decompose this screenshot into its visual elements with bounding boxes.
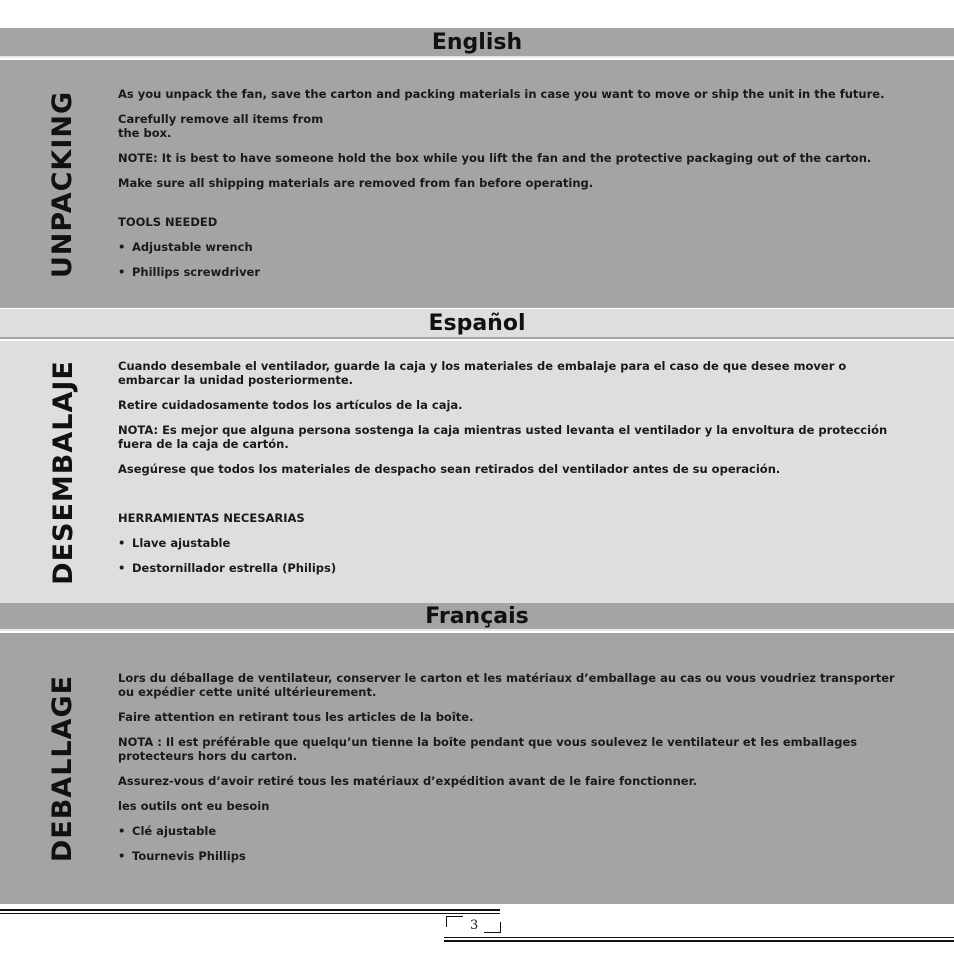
tools-heading: TOOLS NEEDED	[118, 215, 218, 229]
paragraph: As you unpack the fan, save the carton and packing materials in case you want to move or ship the unit in the future.	[118, 87, 885, 101]
bullet-icon: •	[118, 240, 126, 254]
side-title-francais: DEBALLAGE	[47, 674, 79, 863]
bullet-icon: •	[118, 561, 126, 575]
side-title-espanol: DESEMBALAJE	[47, 359, 79, 585]
section-espanol	[0, 341, 954, 603]
footer-rule-right-thick	[444, 940, 954, 942]
footer-rule-left-thick	[0, 909, 500, 911]
bullet-icon: •	[118, 265, 126, 279]
bullet-icon: •	[118, 824, 126, 838]
bullet-icon: •	[118, 849, 126, 863]
paragraph: NOTA : Il est préférable que quelqu’un tienne la boîte pendant que vous soulevez le ventilateur et les emballages protecteurs hors du carton.	[118, 735, 858, 763]
content-espanol	[118, 359, 908, 575]
side-title-english: UNPACKING	[47, 90, 79, 278]
paragraph: Assurez-vous d’avoir retiré tous les matériaux d’expédition avant de le faire fonctionner.	[118, 774, 697, 788]
footer-rule-left-thin	[0, 913, 500, 914]
paragraph: NOTA: Es mejor que alguna persona sostenga la caja mientras usted levanta el ventilador y la envoltura de protección fuera de la caja de cartón.	[118, 423, 888, 451]
section-francais	[0, 633, 954, 904]
lang-label-francais: Français	[425, 603, 529, 629]
list-item: • Clé ajustable	[118, 824, 217, 838]
paragraph: Faire attention en retirant tous les articles de la boîte.	[118, 710, 474, 724]
footer-rule-right-thin	[444, 937, 954, 938]
paragraph: Make sure all shipping materials are removed from fan before operating.	[118, 176, 594, 190]
corner-mark-bottom-right	[484, 922, 501, 933]
page-number: 3	[470, 918, 479, 933]
list-item: • Tournevis Phillips	[118, 849, 246, 863]
paragraph: the box.	[118, 126, 172, 140]
list-item: • Phillips screwdriver	[118, 265, 261, 279]
lang-label-espanol: Español	[428, 310, 526, 336]
content-english	[118, 87, 908, 279]
paragraph: Carefully remove all items from	[118, 112, 324, 126]
tools-heading: HERRAMIENTAS NECESARIAS	[118, 511, 305, 525]
lang-label-english: English	[431, 29, 523, 55]
paragraph: Asegúrese que todos los materiales de despacho sean retirados del ventilador antes de su operación.	[118, 462, 781, 476]
paragraph: NOTE: It is best to have someone hold the box while you lift the fan and the protective packaging out of the carton.	[118, 151, 872, 165]
corner-mark-top-left	[446, 916, 463, 927]
content-francais	[118, 671, 908, 863]
paragraph: Cuando desembale el ventilador, guarde la caja y los materiales de embalaje para el caso de que desee mover o embarcar la unidad posteriormente.	[118, 359, 847, 387]
paragraph: Lors du déballage de ventilateur, conserver le carton et les matériaux d’emballage au cas ou vous voudriez transporter ou expédier cette unité ultérieurement.	[118, 671, 895, 699]
paragraph: Retire cuidadosamente todos los artículos de la caja.	[118, 398, 463, 412]
lang-bar-francais	[0, 603, 954, 631]
bullet-icon: •	[118, 536, 126, 550]
lang-bar-espanol	[0, 309, 954, 339]
list-item: • Adjustable wrench	[118, 240, 253, 254]
section-english	[0, 60, 954, 308]
page-number-box	[446, 914, 502, 936]
tools-heading: les outils ont eu besoin	[118, 799, 270, 813]
list-item: • Llave ajustable	[118, 536, 231, 550]
list-item: • Destornillador estrella (Philips)	[118, 561, 337, 575]
lang-bar-english	[0, 28, 954, 58]
